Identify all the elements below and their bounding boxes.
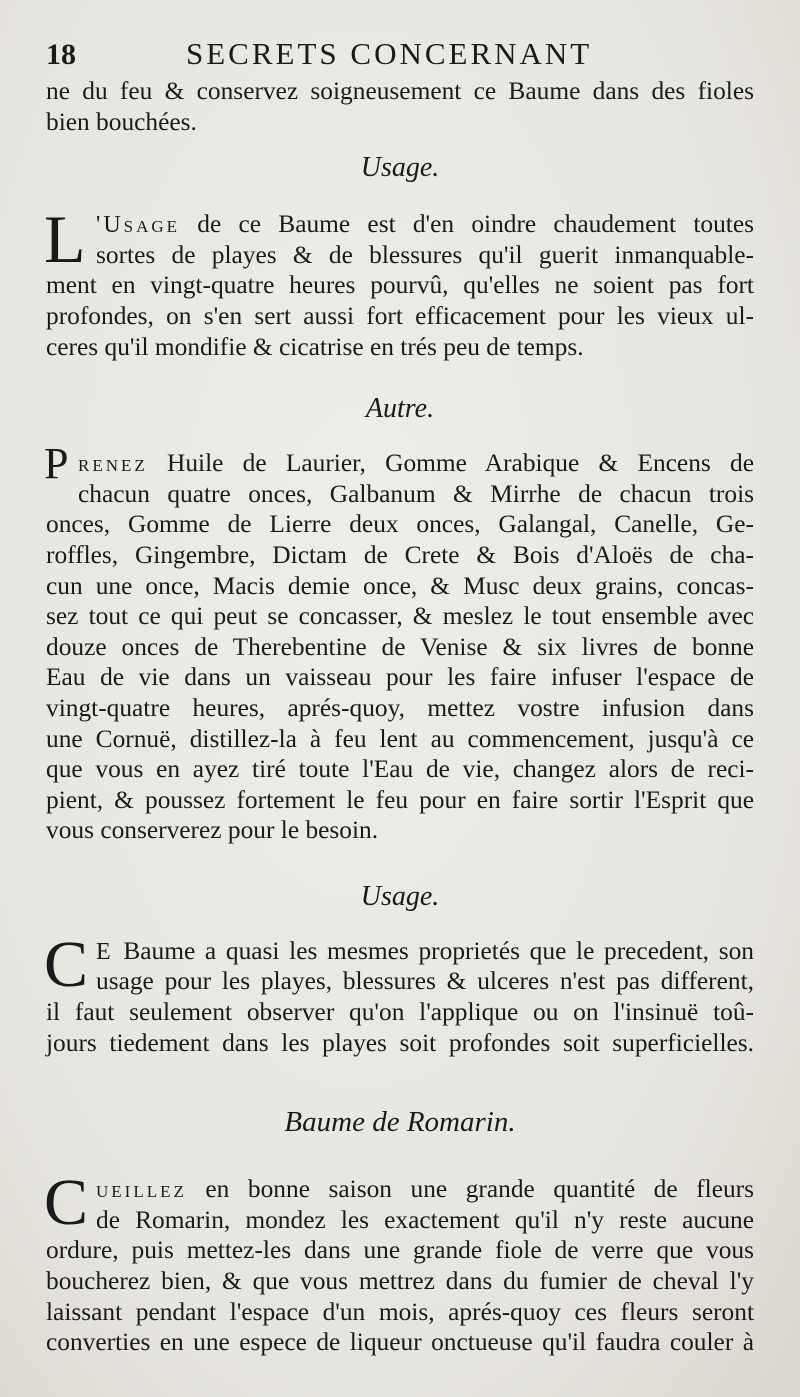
running-head (46, 36, 754, 76)
text-line: E Baume a quasi les mesmes proprietés que le precedent, son (96, 936, 754, 965)
text-line: profondes, on s'en sert aussi fort efficacement pour les vieux ul- (46, 301, 754, 330)
text-line: jours tiedement dans les playes soit profondes soit superficielles. (46, 1028, 754, 1057)
section-heading: Baume de Romarin. (284, 1106, 516, 1139)
text-line: sortes de playes & de blessures qu'il guerit inmanquable- (96, 240, 754, 269)
text-line: onces, Gomme de Lierre deux onces, Galangal, Canelle, Ge- (46, 510, 754, 539)
text-line: sez tout ce qui peut se concasser, & meslez le tout ensemble avec (46, 602, 754, 631)
page-number: 18 (46, 38, 76, 71)
small-caps-word: E (96, 938, 114, 965)
text-line: une Cornuë, distillez-la à feu lent au commencement, jusqu'à ce (46, 724, 754, 753)
paragraph (44, 927, 754, 1058)
text-line: vingt-quatre heures, aprés-quoy, mettez vostre infusion dans (46, 693, 754, 722)
section-heading: Usage. (360, 880, 440, 912)
text-line: douze onces de Therebentine de Venise & six livres de bonne (46, 632, 754, 661)
text-line: chacun quatre onces, Galbanum & Mirrhe de chacun trois (78, 479, 754, 508)
small-caps-word: 'Usage (96, 212, 181, 239)
text-line: converties en une espece de liqueur onctueuse qu'il faudra couler à (46, 1328, 754, 1357)
running-title: SECRETS CONCERNANT (186, 36, 593, 71)
text-line: Eau de vie dans un vaisseau pour les faire infuser l'espace de (46, 663, 754, 692)
paragraph (44, 1166, 754, 1358)
text-line: renez Huile de Laurier, Gomme Arabique & Encens de (78, 449, 754, 478)
text-line: ueillez en bonne saison une grande quantité de fleurs (96, 1175, 754, 1204)
text-line: ne du feu & conservez soigneusement ce Baume dans des fioles (46, 77, 754, 105)
text-line: il faut seulement observer qu'on l'applique ou on l'insinuë toû- (46, 998, 754, 1027)
small-caps-word: ueillez (96, 1177, 187, 1204)
text-line: bien bouchées. (46, 107, 197, 136)
text-line: roffles, Gingembre, Dictam de Crete & Bois d'Aloës de cha- (46, 540, 754, 569)
small-caps-word: renez (78, 451, 148, 478)
section-heading: Autre. (365, 393, 435, 425)
text-line: pient, & poussez fortement le feu pour en faire sortir l'Esprit que (46, 785, 754, 814)
text-line: laissant pendant l'espace d'un mois, aprés-quoy ces fleurs seront (46, 1297, 754, 1326)
text-line: ment en vingt-quatre heures pourvû, qu'elles ne soient pas fort (46, 271, 754, 300)
section-heading: Usage. (360, 152, 440, 184)
text-line: ceres qu'il mondifie & cicatrise en trés peu de temps. (46, 332, 584, 361)
drop-cap: P (44, 439, 69, 489)
text-line: cun une once, Macis demie once, & Musc deux grains, concas- (46, 571, 754, 600)
text-line: 'Usage de ce Baume est d'en oindre chaudement toutes (96, 210, 754, 239)
text-line: boucherez bien, & que vous mettrez dans du fumier de cheval l'y (46, 1267, 754, 1296)
continuation-text (46, 76, 754, 137)
paragraph (44, 439, 754, 846)
text-line: ordure, puis mettez-les dans une grande fiole de verre que vous (46, 1236, 754, 1265)
text-line: que vous en ayez tiré toute l'Eau de vie, changez alors de reci- (46, 755, 754, 784)
text-line: de Romarin, mondez les exactement qu'il n'y reste aucune (96, 1205, 754, 1234)
text-line: usage pour les playes, blessures & ulceres n'est pas different, (96, 967, 754, 996)
drop-cap: L (44, 201, 86, 278)
text-line: vous conserverez pour le besoin. (46, 816, 379, 845)
drop-cap: C (44, 1166, 89, 1240)
drop-cap: C (44, 927, 89, 1001)
paragraph (44, 201, 754, 362)
